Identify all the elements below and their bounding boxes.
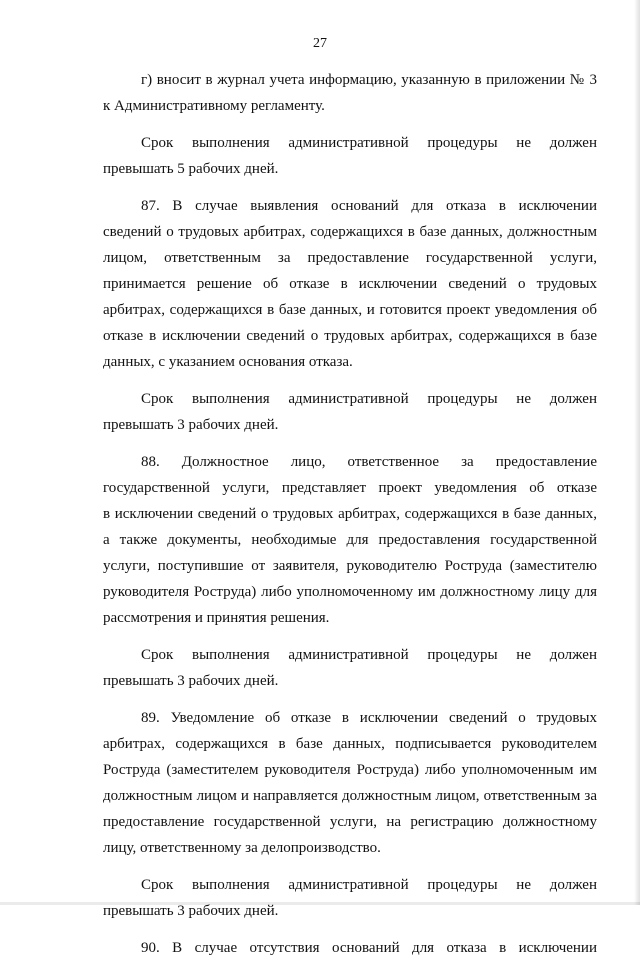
paragraph: [103, 193, 597, 375]
paragraph: [103, 872, 597, 924]
text-line: государственной услуги, представляет проект уведомления об отказе: [103, 480, 597, 496]
paragraph: [103, 386, 597, 438]
text-line: Срок выполнения административной процедуры не должен: [141, 135, 597, 151]
text-line: к Административному регламенту.: [103, 98, 325, 114]
text-line: сведений о трудовых арбитрах, содержащихся в базе данных, должностным: [103, 224, 597, 240]
paragraph: [103, 935, 597, 961]
text-line: превышать 5 рабочих дней.: [103, 161, 279, 177]
text-line: превышать 3 рабочих дней.: [103, 673, 279, 689]
text-line: 90. В случае отсутствия оснований для отказа в исключении: [141, 940, 597, 956]
text-line: Срок выполнения административной процедуры не должен: [141, 647, 597, 663]
text-line: услуги, поступившие от заявителя, руководителю Роструда (заместителю: [103, 558, 597, 574]
page-edge-shadow: [634, 0, 640, 905]
text-line: Срок выполнения административной процедуры не должен: [141, 391, 597, 407]
document-body: [103, 67, 597, 972]
text-line: лицу, ответственному за делопроизводство.: [103, 840, 381, 856]
page-number: 27: [313, 36, 327, 51]
text-line: Роструда (заместителем руководителя Роструда) либо уполномоченным им: [103, 762, 597, 778]
text-line: руководителя Роструда) либо уполномоченному им должностному лицу для: [103, 584, 597, 600]
text-line: арбитрах, содержащихся в базе данных, подписывается руководителем: [103, 736, 597, 752]
text-line: 89. Уведомление об отказе в исключении сведений о трудовых: [141, 710, 597, 726]
text-line: предоставление государственной услуги, на регистрацию должностному: [103, 814, 597, 830]
text-line: а также документы, необходимые для предоставления государственной: [103, 532, 597, 548]
text-line: арбитрах, содержащихся в базе данных, и готовится проект уведомления об: [103, 302, 597, 318]
text-line: 88. Должностное лицо, ответственное за предоставление: [141, 454, 597, 470]
text-line: 87. В случае выявления оснований для отказа в исключении: [141, 198, 597, 214]
text-line: г) вносит в журнал учета информацию, указанную в приложении № 3: [141, 72, 597, 88]
text-line: рассмотрения и принятия решения.: [103, 610, 330, 626]
paragraph: [103, 130, 597, 182]
text-line: Срок выполнения административной процедуры не должен: [141, 877, 597, 893]
text-line: принимается решение об отказе в исключении сведений о трудовых: [103, 276, 597, 292]
paragraph: [103, 705, 597, 861]
paragraph: [103, 449, 597, 631]
text-line: лицом, ответственным за предоставление государственной услуги,: [103, 250, 597, 266]
paragraph: [103, 642, 597, 694]
text-line: превышать 3 рабочих дней.: [103, 903, 279, 919]
text-line: в исключении сведений о трудовых арбитрах, содержащихся в базе данных,: [103, 506, 597, 522]
paragraph: [103, 67, 597, 119]
text-line: отказе в исключении сведений о трудовых арбитрах, содержащихся в базе: [103, 328, 597, 344]
text-line: превышать 3 рабочих дней.: [103, 417, 279, 433]
text-line: данных, с указанием основания отказа.: [103, 354, 353, 370]
text-line: должностным лицом и направляется должностным лицом, ответственным за: [103, 788, 597, 804]
